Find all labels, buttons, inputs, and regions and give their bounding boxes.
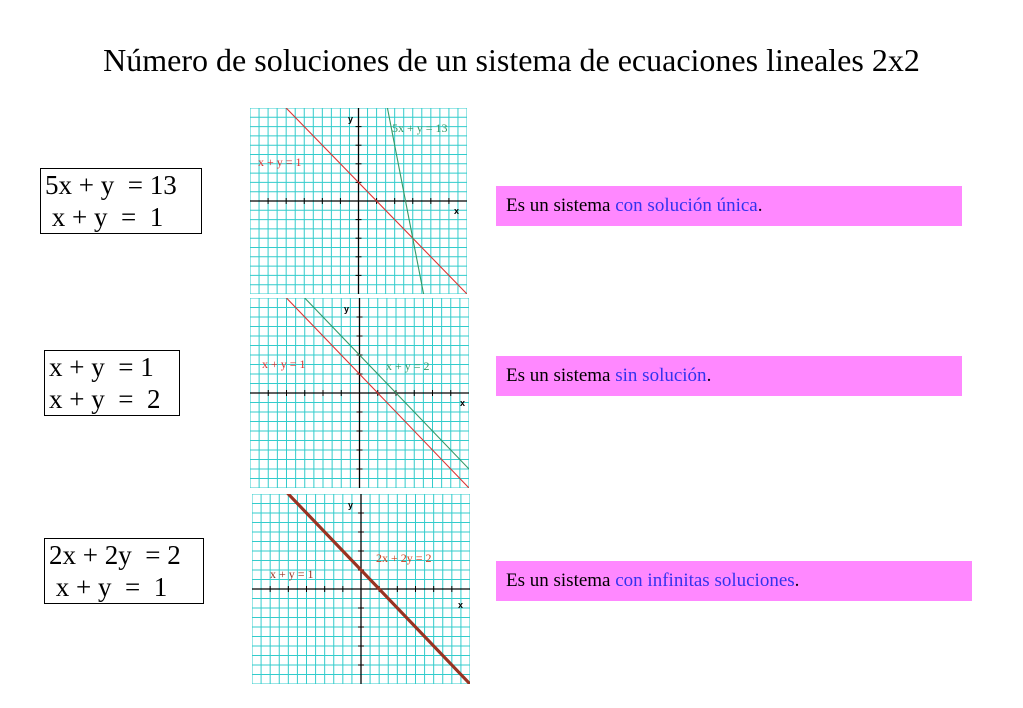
graph-system-2 [250, 298, 469, 488]
equation-line: 2x + 2y = 2 [49, 540, 181, 570]
page-title: Número de soluciones de un sistema de ecuaciones lineales 2x2 [103, 42, 920, 78]
graph-canvas [250, 298, 469, 488]
result-message-2 [496, 356, 962, 396]
x-axis-label: x [460, 398, 466, 408]
y-axis-label: y [348, 500, 354, 510]
result-message-1 [496, 186, 962, 226]
x-axis-label: x [454, 206, 460, 216]
y-axis-label: y [348, 114, 354, 124]
line-label: x + y = 1 [258, 155, 302, 169]
line-label: x + y = 2 [386, 359, 430, 373]
line-label: 5x + y = 13 [392, 121, 448, 135]
message-highlight: con solución única [615, 195, 758, 216]
message-highlight: sin solución [615, 365, 707, 386]
graph-canvas [252, 494, 470, 684]
equation-system-1 [40, 168, 202, 234]
equation-line: x + y = 1 [49, 352, 154, 382]
message-prefix: Es un sistema [506, 365, 616, 386]
result-message-3 [496, 561, 972, 601]
message-suffix: . [757, 195, 763, 216]
equation-line: x + y = 1 [45, 202, 164, 232]
graph-canvas [250, 108, 467, 294]
x-axis-label: x [458, 600, 464, 610]
equation-system-2 [44, 350, 180, 416]
graph-system-3 [252, 494, 470, 684]
graph-system-1 [250, 108, 467, 294]
message-prefix: Es un sistema [506, 195, 616, 216]
equation-line: x + y = 1 [49, 572, 168, 602]
line-label: x + y = 1 [262, 357, 306, 371]
message-highlight: con infinitas soluciones [615, 570, 795, 591]
equation-line: 5x + y = 13 [45, 170, 177, 200]
line-label: 2x + 2y = 2 [376, 551, 432, 565]
equation-system-3 [44, 538, 204, 604]
message-suffix: . [794, 570, 800, 591]
line-label: x + y = 1 [270, 567, 314, 581]
y-axis-label: y [344, 304, 350, 314]
message-prefix: Es un sistema [506, 570, 616, 591]
message-suffix: . [706, 365, 712, 386]
equation-line: x + y = 2 [49, 384, 161, 414]
